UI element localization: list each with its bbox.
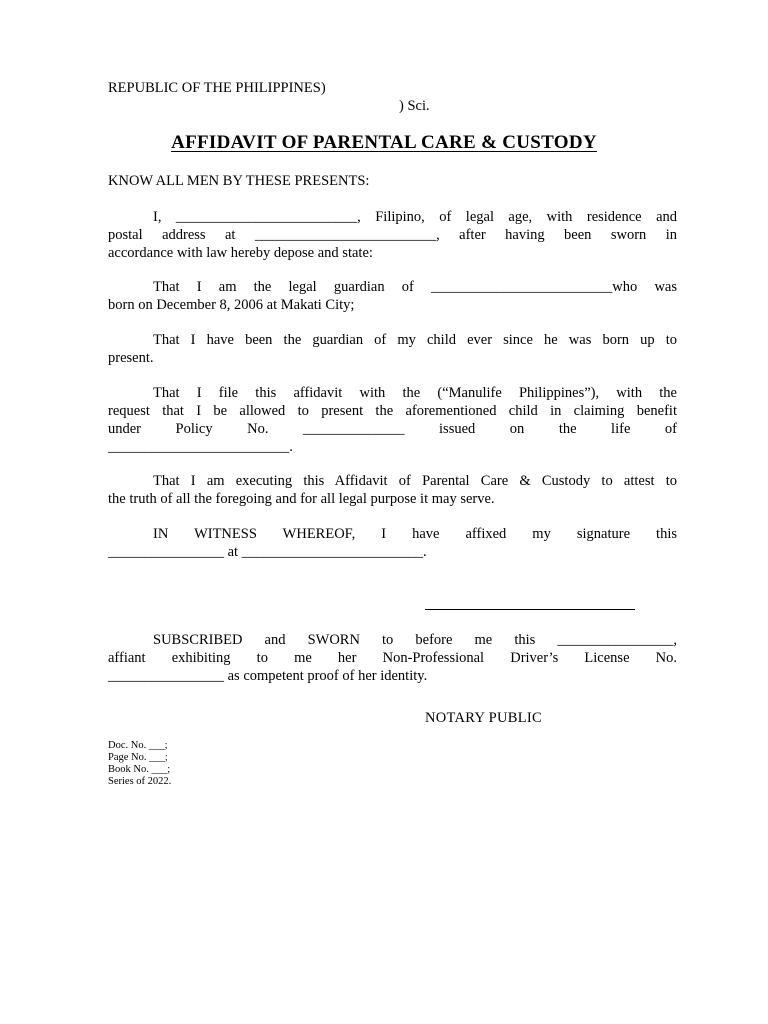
republic-header: REPUBLIC OF THE PHILIPPINES) [108,80,326,96]
page-number: Page No. ___; [108,752,168,763]
notary-public-label: NOTARY PUBLIC [425,710,543,726]
paragraph-5-line-1: That I am executing this Affidavit of Parental Care & Custody to attest to [153,473,677,489]
paragraph-7-line-3: ________________ as competent proof of her identity. [108,668,428,684]
opening-line: KNOW ALL MEN BY THESE PRESENTS: [108,173,370,189]
paragraph-4-line-2: request that I be allowed to present the aforementioned child in claiming benefit [108,403,677,419]
paragraph-3-line-1: That I have been the guardian of my child ever since he was born up to [153,332,677,348]
paragraph-7-line-1: SUBSCRIBED and SWORN to before me this ________________, [153,632,677,648]
paragraph-7-line-2: affiant exhibiting to me her Non-Professional Driver’s License No. [108,650,677,666]
doc-number: Doc. No. ___; [108,740,168,751]
paragraph-6-line-2: ________________ at _________________________. [108,544,427,560]
paragraph-1-line-3: accordance with law hereby depose and state: [108,245,373,261]
paragraph-4-line-4: _________________________. [108,439,293,455]
venue-label: ) Sci. [399,98,430,114]
affiant-signature-line [425,609,635,610]
series-year: Series of 2022. [108,776,172,787]
paragraph-6-line-1: IN WITNESS WHEREOF, I have affixed my signature this [153,526,677,542]
paragraph-2-line-2: born on December 8, 2006 at Makati City; [108,297,355,313]
paragraph-4-line-1: That I file this affidavit with the (“Manulife Philippines”), with the [153,385,677,401]
paragraph-3-line-2: present. [108,350,154,366]
paragraph-5-line-2: the truth of all the foregoing and for all legal purpose it may serve. [108,491,495,507]
paragraph-1-line-1: I, _________________________, Filipino, of legal age, with residence and [153,209,677,225]
paragraph-2-line-1: That I am the legal guardian of _________________________who was [153,279,677,295]
paragraph-1-line-2: postal address at _________________________, after having been sworn in [108,227,677,243]
book-number: Book No. ___; [108,764,171,775]
document-title: AFFIDAVIT OF PARENTAL CARE & CUSTODY [171,132,597,153]
paragraph-4-line-3: under Policy No. ______________ issued on the life of [108,421,677,437]
